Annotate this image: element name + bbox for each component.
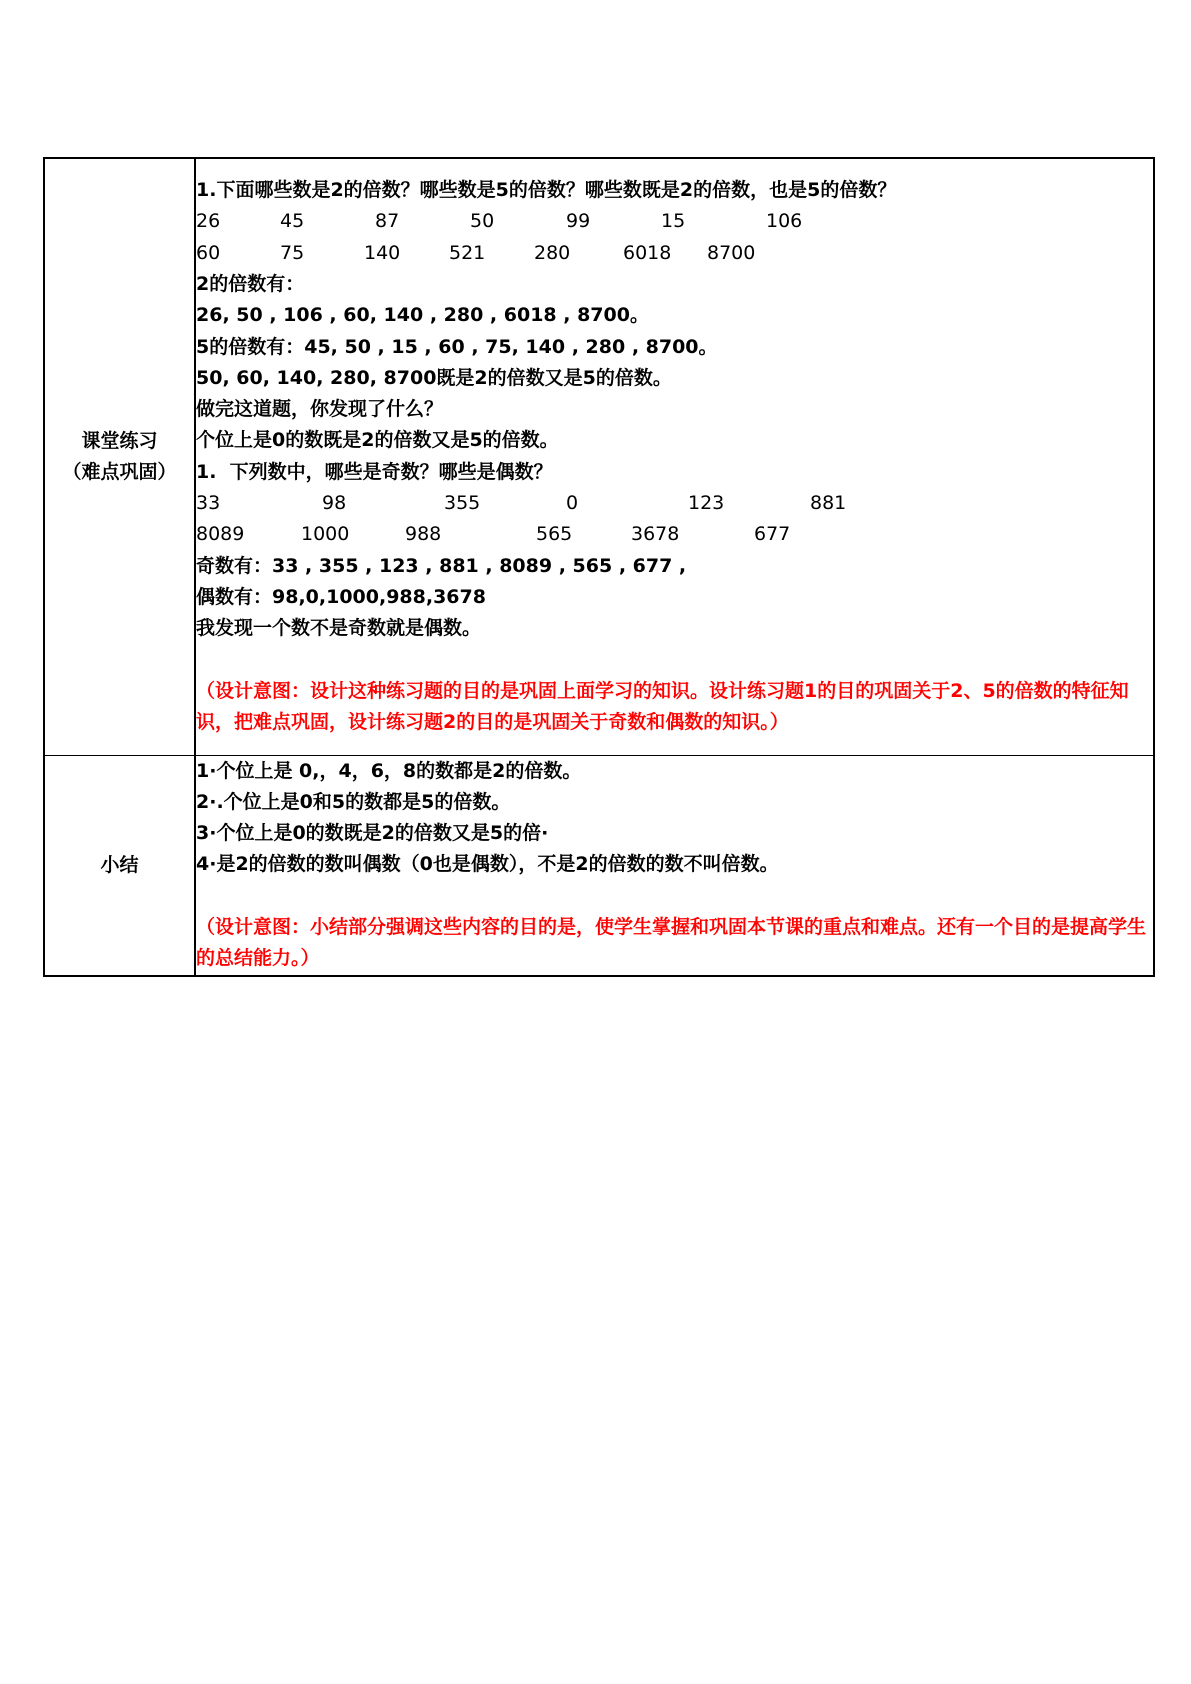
summary-row <box>44 755 1154 976</box>
number-item: 0 <box>566 492 579 515</box>
summary-content-cell <box>195 755 1154 976</box>
lesson-plan-table <box>43 157 1155 977</box>
number-item: 60 <box>196 241 221 264</box>
number-item: 75 <box>280 241 305 264</box>
number-item: 988 <box>405 523 442 546</box>
summary-item: 1·个位上是 0,，4，6，8的数都是2的倍数。 <box>196 759 582 782</box>
number-item: 881 <box>810 492 847 515</box>
number-item: 355 <box>444 492 481 515</box>
question-1-numbers-row-2 <box>196 238 1153 269</box>
even-numbers-list: 偶数有：98,0,1000,988,3678 <box>196 585 486 608</box>
summary-item: 3·个位上是0的数既是2的倍数又是5的倍· <box>196 822 549 845</box>
question-1-numbers-row-1 <box>196 206 1153 237</box>
number-item: 33 <box>196 492 221 515</box>
number-item: 3678 <box>631 523 680 546</box>
number-item: 45 <box>280 210 305 233</box>
number-item: 6018 <box>623 241 672 264</box>
number-item: 140 <box>364 241 401 264</box>
practice-content-cell <box>195 158 1154 755</box>
number-item: 98 <box>322 492 347 515</box>
summary-item: 4·是2的倍数的数叫偶数（0也是偶数），不是2的倍数的数不叫倍数。 <box>196 853 779 876</box>
odd-numbers-list: 奇数有：33 , 355 , 123 , 881 , 8089 , 565 , 677 , <box>196 554 687 577</box>
common-multiples-list: 50, 60, 140, 280, 8700既是2的倍数又是5的倍数。 <box>196 366 672 389</box>
question-2-numbers-row-1 <box>196 488 1153 519</box>
practice-row <box>44 158 1154 755</box>
number-item: 8089 <box>196 523 245 546</box>
number-item: 26 <box>196 210 221 233</box>
number-item: 50 <box>470 210 495 233</box>
multiples-of-2-heading: 2的倍数有： <box>196 272 305 295</box>
number-item: 99 <box>566 210 591 233</box>
number-item: 1000 <box>301 523 350 546</box>
multiples-of-5-list: 5的倍数有：45, 50 , 15 , 60 , 75, 140 , 280 , 8700。 <box>196 335 718 358</box>
question-1: 1.下面哪些数是2的倍数？哪些数是5的倍数？哪些数既是2的倍数，也是5的倍数？ <box>196 179 897 202</box>
design-intent-note: （设计意图：设计这种练习题的目的是巩固上面学习的知识。设计练习题1的目的巩固关于2、5的倍数的特征知识，把难点巩固，设计练习题2的目的是巩固关于奇数和偶数的知识。） <box>196 679 1129 734</box>
discovery-answer: 个位上是0的数既是2的倍数又是5的倍数。 <box>196 429 559 452</box>
number-item: 87 <box>375 210 400 233</box>
blank-line <box>196 645 1153 676</box>
question-2: 1. 下列数中，哪些是奇数？哪些是偶数？ <box>196 460 553 483</box>
practice-label-cell <box>44 158 195 755</box>
discovery-question: 做完这道题，你发现了什么？ <box>196 398 444 421</box>
practice-sublabel: （难点巩固） <box>62 460 177 483</box>
number-item: 280 <box>534 241 571 264</box>
blank-line <box>196 881 1153 912</box>
number-item: 106 <box>766 210 803 233</box>
number-item: 521 <box>449 241 486 264</box>
number-item: 677 <box>754 523 791 546</box>
summary-item: 2·.个位上是0和5的数都是5的倍数。 <box>196 790 511 813</box>
number-item: 8700 <box>707 241 756 264</box>
finding-statement: 我发现一个数不是奇数就是偶数。 <box>196 617 482 640</box>
number-item: 565 <box>536 523 573 546</box>
multiples-of-2-list: 26, 50 , 106 , 60, 140 , 280 , 6018 , 8700。 <box>196 304 649 327</box>
question-2-numbers-row-2 <box>196 519 1153 550</box>
summary-label: 小结 <box>100 853 139 876</box>
number-item: 15 <box>661 210 686 233</box>
practice-label: 课堂练习 <box>81 429 158 452</box>
summary-design-intent-note: （设计意图：小结部分强调这些内容的目的是，使学生掌握和巩固本节课的重点和难点。还有一个目的是提高学生的总结能力。） <box>196 915 1147 970</box>
summary-label-cell <box>44 755 195 976</box>
number-item: 123 <box>688 492 725 515</box>
